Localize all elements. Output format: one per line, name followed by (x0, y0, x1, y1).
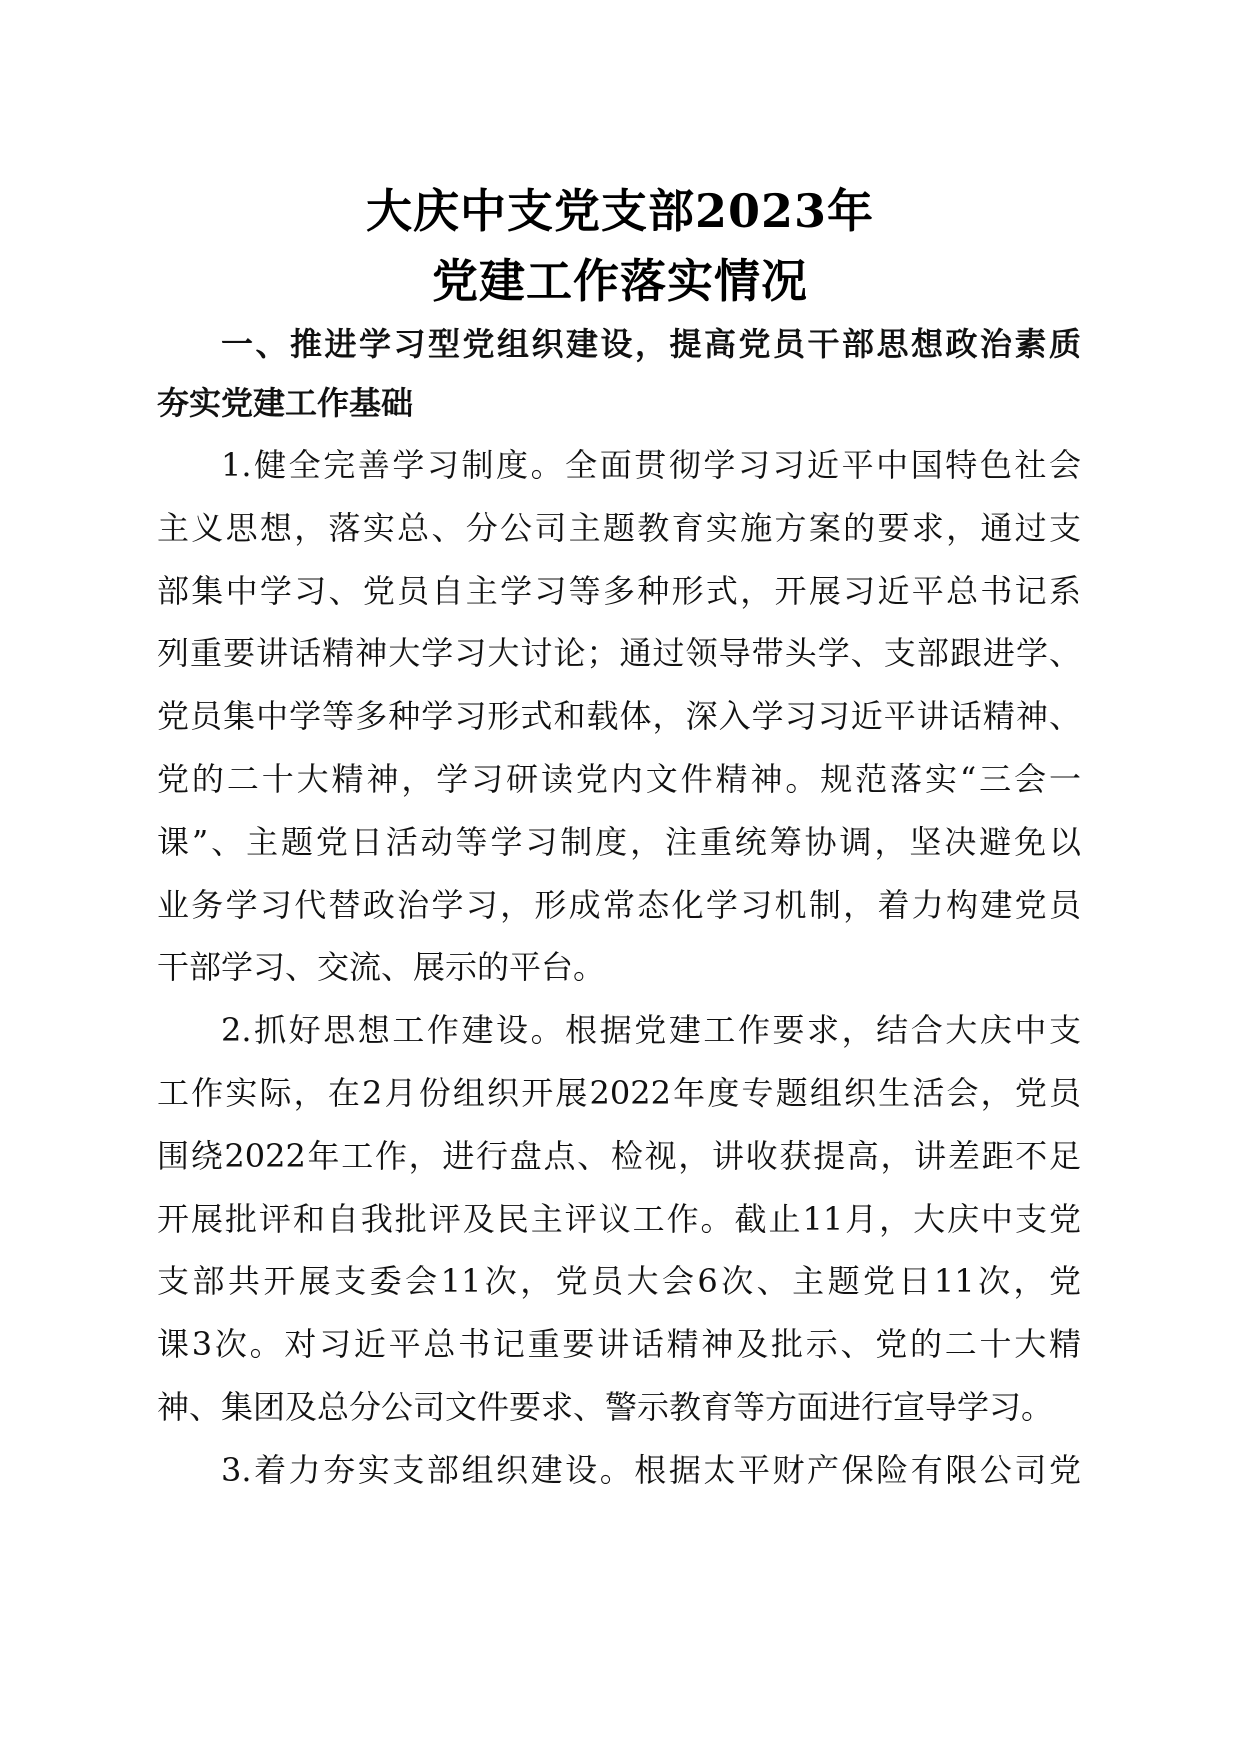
paragraph-1-line-2: 主义思想，落实总、分公司主题教育实施方案的要求，通过支 (157, 509, 1081, 547)
paragraph-1-line-8: 业务学习代替政治学习，形成常态化学习机制，着力构建党员 (157, 886, 1081, 924)
paragraph-1-line-6: 党的二十大精神，学习研读党内文件精神。规范落实“三会一 (157, 760, 1081, 798)
paragraph-2-line-5: 支部共开展支委会11次，党员大会6次、主题党日11次，党 (157, 1262, 1081, 1300)
document-title-line-2: 党建工作落实情况 (432, 254, 808, 308)
document-title-line-1: 大庆中支党支部2023年 (365, 184, 875, 238)
paragraph-1-line-4: 列重要讲话精神大学习大讨论；通过领导带头学、支部跟进学、 (157, 634, 1081, 672)
paragraph-1-line-3: 部集中学习、党员自主学习等多种形式，开展习近平总书记系 (157, 572, 1081, 610)
paragraph-2-line-1: 2.抓好思想工作建设。根据党建工作要求，结合大庆中支 (221, 1011, 1081, 1049)
section-heading-line-1: 一、推进学习型党组织建设，提高党员干部思想政治素质 (221, 325, 1081, 363)
paragraph-1-line-5: 党员集中学等多种学习形式和载体，深入学习习近平讲话精神、 (157, 697, 1081, 735)
paragraph-2-line-6: 课3次。对习近平总书记重要讲话精神及批示、党的二十大精 (157, 1325, 1081, 1363)
paragraph-2-line-2: 工作实际，在2月份组织开展2022年度专题组织生活会，党员 (157, 1074, 1081, 1112)
paragraph-1-line-7: 课”、主题党日活动等学习制度，注重统筹协调，坚决避免以 (157, 823, 1081, 861)
paragraph-2-line-4: 开展批评和自我批评及民主评议工作。截止11月，大庆中支党 (157, 1200, 1081, 1238)
paragraph-2-line-3: 围绕2022年工作，进行盘点、检视，讲收获提高，讲差距不足 (157, 1137, 1081, 1175)
paragraph-2-line-7: 神、集团及总分公司文件要求、警示教育等方面进行宣导学习。 (157, 1388, 1054, 1426)
paragraph-3-line-1: 3.着力夯实支部组织建设。根据太平财产保险有限公司党 (221, 1451, 1081, 1489)
paragraph-1-line-1: 1.健全完善学习制度。全面贯彻学习习近平中国特色社会 (221, 446, 1081, 484)
paragraph-1-line-9: 干部学习、交流、展示的平台。 (157, 948, 606, 986)
section-heading-line-2: 夯实党建工作基础 (157, 384, 414, 422)
